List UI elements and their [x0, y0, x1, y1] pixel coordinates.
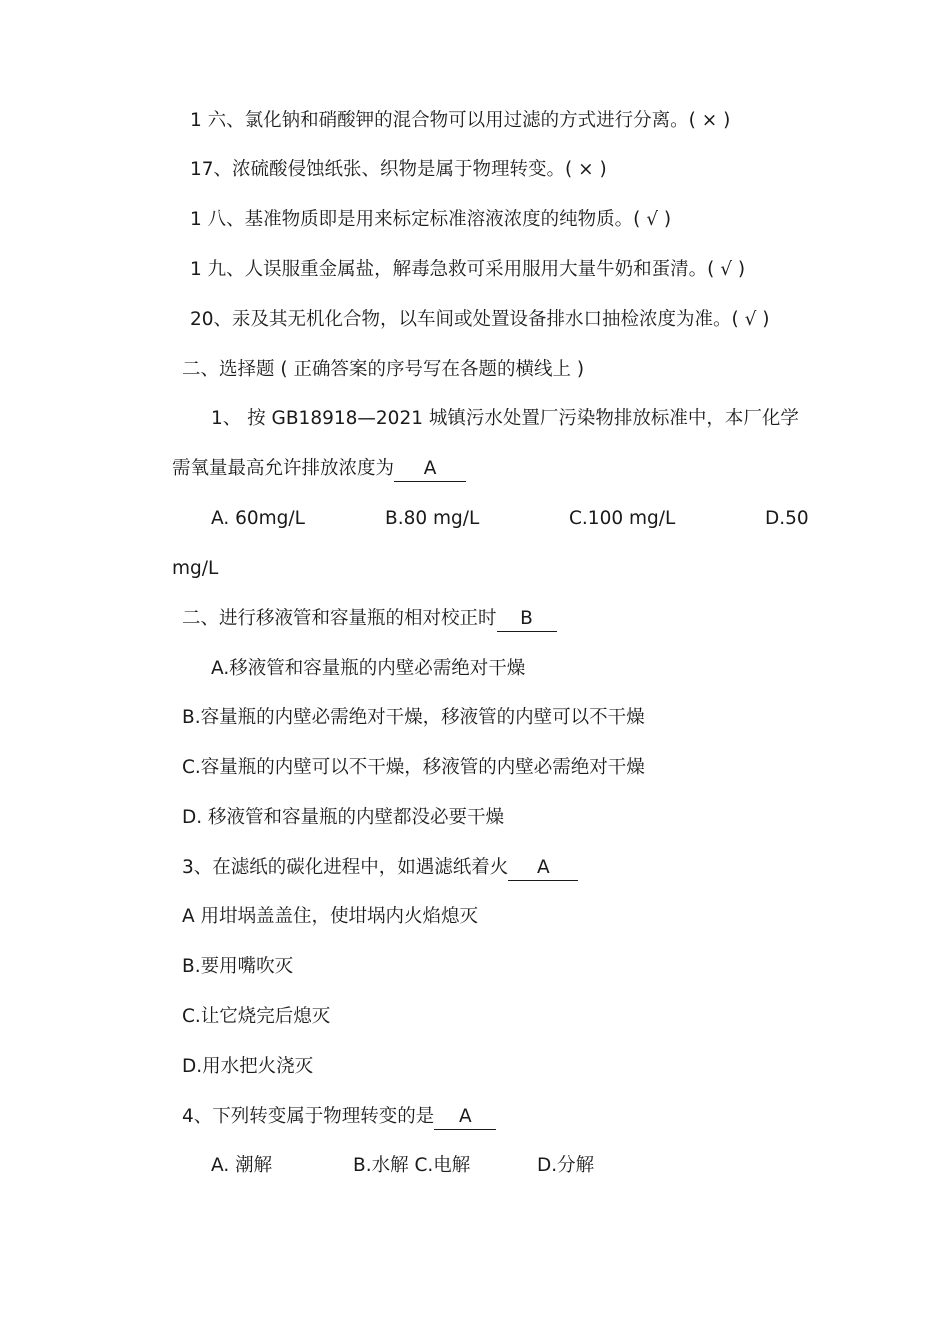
q1-option-a: A. 60mg/L — [211, 508, 305, 529]
tf-item-16: 1 六、氯化钠和硝酸钾的混合物可以用过滤的方式进行分离。( × ) — [190, 110, 731, 131]
q4-option-bc: B.水解 C.电解 — [353, 1155, 471, 1176]
q2-option-c: C.容量瓶的内壁可以不干燥，移液管的内壁必需绝对干燥 — [182, 757, 645, 778]
q4-answer-blank: A — [434, 1105, 496, 1130]
q4-stem-text: 4、下列转变属于物理转变的是 — [182, 1106, 435, 1127]
q3-option-a: A 用坩埚盖盖住，使坩埚内火焰熄灭 — [182, 906, 479, 927]
q1-option-c: C.100 mg/L — [569, 508, 676, 529]
q2-option-a: A.移液管和容量瓶的内壁必需绝对干燥 — [211, 658, 526, 679]
q2-option-b: B.容量瓶的内壁必需绝对干燥，移液管的内壁可以不干燥 — [182, 707, 645, 728]
q2-stem-text: 二、进行移液管和容量瓶的相对校正时 — [182, 608, 497, 629]
q1-option-b: B.80 mg/L — [385, 508, 480, 529]
q3-stem-text: 3、在滤纸的碳化进程中，如遇滤纸着火 — [182, 857, 509, 878]
q4-stem — [182, 1104, 496, 1130]
q3-option-b: B.要用嘴吹灭 — [182, 956, 294, 977]
q1-stem-text: 需氧量最高允许排放浓度为 — [172, 458, 395, 479]
q3-option-c: C.让它烧完后熄灭 — [182, 1006, 331, 1027]
tf-item-18: 1 八、基准物质即是用来标定标准溶液浓度的纯物质。( √ ) — [190, 209, 672, 230]
q1-stem-line2 — [172, 456, 466, 482]
q1-option-d: D.50 — [765, 508, 809, 529]
q2-stem — [182, 606, 557, 632]
q2-answer-blank: B — [497, 607, 557, 632]
q4-option-a: A. 潮解 — [211, 1155, 273, 1176]
section-heading-choice: 二、选择题 ( 正确答案的序号写在各题的横线上 ) — [182, 359, 585, 380]
q1-answer-blank: A — [394, 457, 466, 482]
q3-answer-blank: A — [508, 856, 578, 881]
tf-item-17: 17、浓硫酸侵蚀纸张、织物是属于物理转变。( × ) — [190, 159, 607, 180]
q3-option-d: D.用水把火浇灭 — [182, 1056, 314, 1077]
q2-option-d: D. 移液管和容量瓶的内壁都没必要干燥 — [182, 807, 505, 828]
q1-stem-line1: 1、 按 GB18918—2021 城镇污水处置厂污染物排放标准中，本厂化学 — [211, 408, 799, 429]
q4-option-d: D.分解 — [537, 1155, 595, 1176]
tf-item-20: 20、汞及其无机化合物，以车间或处置设备排水口抽检浓度为准。( √ ) — [190, 309, 770, 330]
q1-option-d-unit: mg/L — [172, 558, 219, 579]
q3-stem — [182, 855, 578, 881]
tf-item-19: 1 九、人误服重金属盐，解毒急救可采用服用大量牛奶和蛋清。( √ ) — [190, 259, 746, 280]
